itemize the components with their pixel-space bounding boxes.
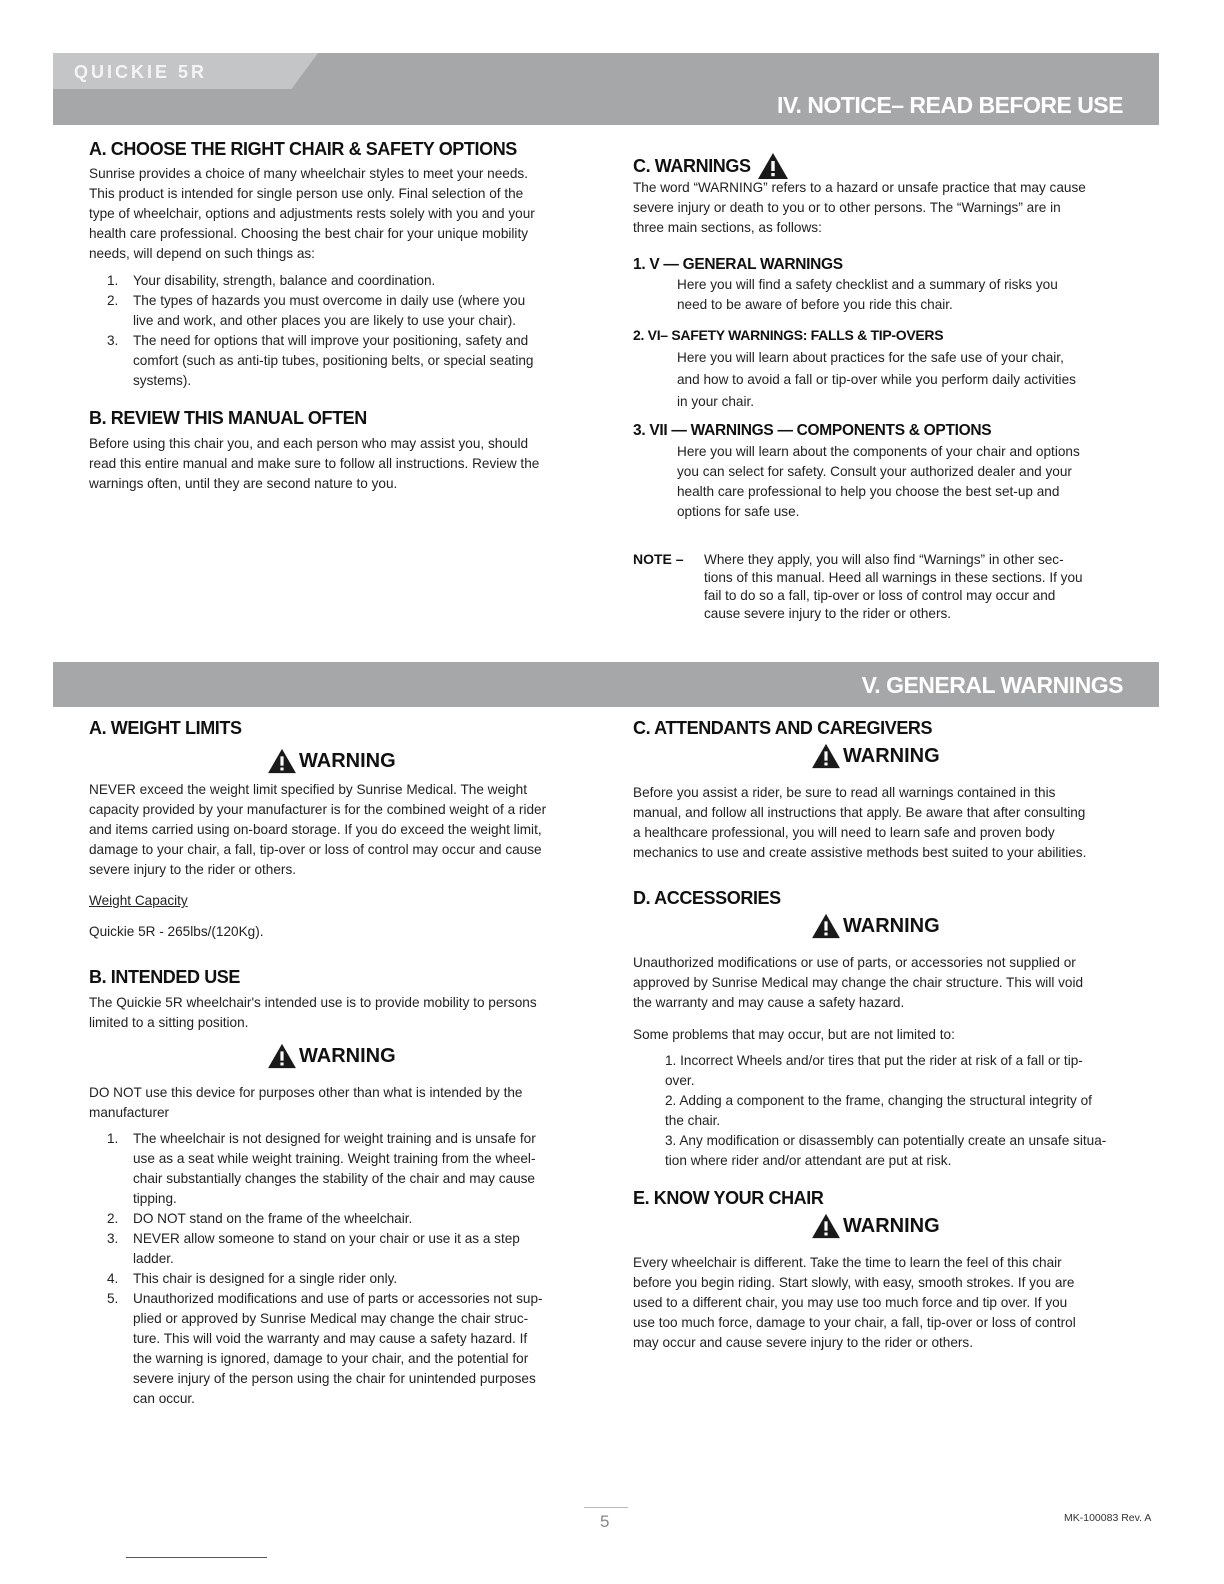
warning-label: WARNING bbox=[811, 743, 940, 769]
warning-label: WARNING bbox=[811, 1213, 940, 1239]
heading-components-options-ref: 3. VII — WARNINGS — COMPONENTS & OPTIONS bbox=[633, 422, 992, 439]
weight-limits-paragraph: NEVER exceed the weight limit specified by Sunrise Medical. The weight capacity provided by your manufacturer is for the combined weight of a rider and items carried using on-board storage. If you do exceed the weight limit, damage to your chair, a fall, tip-over or loss of control may occur and cause severe injury to the rider or others. bbox=[89, 782, 547, 877]
weight-capacity-value: Quickie 5R - 265lbs/(120Kg). bbox=[89, 924, 264, 939]
page-number: 5 bbox=[600, 1512, 610, 1531]
heading-warnings: C. WARNINGS bbox=[633, 152, 789, 180]
falls-tipovers-ref-text: Here you will learn about practices for the safe use of your chair, and how to avoid a fall or tip-over while you perform daily activities in your chair. bbox=[677, 350, 1076, 409]
note-text: Where they apply, you will also find “Warnings” in other sec- tions of this manual. Heed all warnings in these sections. If you fail to do so a fall, tip-over or loss of control may occur and cause severe injury to the rider or others. bbox=[704, 552, 1083, 621]
warning-label: WARNING bbox=[267, 1043, 396, 1069]
intended-use-warning-text: DO NOT use this device for purposes other than what is intended by the manufacturer bbox=[89, 1085, 523, 1120]
review-manual-paragraph: Before using this chair you, and each person who may assist you, should read this entire manual and make sure to follow all instructions. Review the warnings often, until they are second nature to you. bbox=[89, 436, 540, 491]
heading-accessories: D. ACCESSORIES bbox=[633, 888, 781, 908]
list-item: 2. The types of hazards you must overcome in daily use (where you live and work, and other places you are likely to use your chair). bbox=[107, 293, 526, 328]
general-warnings-ref-text: Here you will find a safety checklist and a summary of risks you need to be aware of before you ride this chair. bbox=[677, 277, 1058, 312]
list-item: 1. Incorrect Wheels and/or tires that put the rider at risk of a fall or tip- over. bbox=[665, 1053, 1083, 1088]
weight-capacity-label: Weight Capacity bbox=[89, 893, 188, 908]
warning-triangle-icon bbox=[811, 913, 841, 939]
heading-general-warnings-ref: 1. V — GENERAL WARNINGS bbox=[633, 256, 843, 273]
footer-divider bbox=[584, 1507, 628, 1508]
choose-chair-paragraph: Sunrise provides a choice of many wheelchair styles to meet your needs. This product is intended for single person use only. Final selection of the type of wheelchair, options and adjustments rests solely with you and your health care professional. Choosing the best chair for your unique mobility needs, will depend on such things as: bbox=[89, 166, 535, 261]
list-item: 5. Unauthorized modifications and use of parts or accessories not sup- plied or approved by Sunrise Medical may change the chair struc- ture. This will void the warranty and may cause a safety hazard. If the warning is ignored, damage to your chair, and the potential for severe injury of the person using the chair for unintended purposes can occur. bbox=[107, 1291, 543, 1406]
heading-weight-limits: A. WEIGHT LIMITS bbox=[89, 718, 242, 738]
warnings-intro-paragraph: The word “WARNING” refers to a hazard or unsafe practice that may cause severe injury or death to you or to other persons. The “Warnings” are in three main sections, as follows: bbox=[633, 180, 1086, 235]
heading-attendants-caregivers: C. ATTENDANTS AND CAREGIVERS bbox=[633, 718, 933, 738]
footer-rule bbox=[126, 1557, 267, 1558]
heading-know-your-chair: E. KNOW YOUR CHAIR bbox=[633, 1188, 824, 1208]
heading-choose-right-chair: A. CHOOSE THE RIGHT CHAIR & SAFETY OPTIONS bbox=[89, 139, 517, 159]
list-item: 1. Your disability, strength, balance and coordination. bbox=[107, 273, 436, 288]
choose-chair-list bbox=[89, 271, 589, 391]
document-number: MK-100083 Rev. A bbox=[1064, 1512, 1152, 1524]
warning-triangle-icon bbox=[757, 152, 789, 180]
warning-triangle-icon bbox=[267, 1043, 297, 1069]
attendants-paragraph: Before you assist a rider, be sure to read all warnings contained in this manual, and follow all instructions that apply. Be aware that after consulting a healthcare professional, you will need to learn safe and proven body mechanics to use and create assistive methods best suited to your abilities. bbox=[633, 785, 1087, 860]
accessories-list bbox=[633, 1051, 1133, 1171]
intended-use-paragraph: The Quickie 5R wheelchair's intended use is to provide mobility to persons limited to a sitting position. bbox=[89, 995, 537, 1030]
warning-triangle-icon bbox=[267, 748, 297, 774]
accessories-intro: Some problems that may occur, but are not limited to: bbox=[633, 1027, 955, 1042]
accessories-paragraph: Unauthorized modifications or use of parts, or accessories not supplied or approved by Sunrise Medical may change the chair structure. This will void the warranty and may cause a safety hazard. bbox=[633, 955, 1084, 1010]
list-item: 2. DO NOT stand on the frame of the wheelchair. bbox=[107, 1211, 413, 1226]
warning-triangle-icon bbox=[811, 1213, 841, 1239]
intended-use-list bbox=[89, 1129, 589, 1409]
list-item: 3. NEVER allow someone to stand on your chair or use it as a step ladder. bbox=[107, 1231, 520, 1266]
heading-falls-tipovers-ref: 2. VI– SAFETY WARNINGS: FALLS & TIP-OVERS bbox=[633, 327, 944, 343]
section-title-v: V. GENERAL WARNINGS bbox=[861, 672, 1123, 698]
heading-intended-use: B. INTENDED USE bbox=[89, 967, 241, 987]
list-item: 2. Adding a component to the frame, changing the structural integrity of the chair. bbox=[665, 1093, 1092, 1128]
list-item: 4. This chair is designed for a single rider only. bbox=[107, 1271, 398, 1286]
list-item: 3. Any modification or disassembly can potentially create an unsafe situa- tion where rider and/or attendant are put at risk. bbox=[665, 1133, 1107, 1168]
components-options-ref-text: Here you will learn about the components of your chair and options you can select for safety. Consult your authorized dealer and your health care professional to help you choose the best set-up and options for safe use. bbox=[677, 444, 1080, 519]
list-item: 1. The wheelchair is not designed for weight training and is unsafe for use as a seat while weight training. Weight training from the wheel- chair substantially changes the stability of the chair and may cause tipping. bbox=[107, 1131, 536, 1206]
warning-triangle-icon bbox=[811, 743, 841, 769]
section-title-iv: IV. NOTICE– READ BEFORE USE bbox=[776, 92, 1123, 118]
warning-label: WARNING bbox=[267, 748, 396, 774]
warning-label: WARNING bbox=[811, 913, 940, 939]
brand-label: QUICKIE 5R bbox=[74, 62, 208, 82]
heading-review-manual: B. REVIEW THIS MANUAL OFTEN bbox=[89, 408, 367, 428]
list-item: 3. The need for options that will improve your positioning, safety and comfort (such as anti-tip tubes, positioning belts, or special seating systems). bbox=[107, 333, 534, 388]
note-label: NOTE – bbox=[633, 551, 684, 567]
know-chair-paragraph: Every wheelchair is different. Take the time to learn the feel of this chair before you begin riding. Start slowly, with easy, smooth strokes. If you are used to a different chair, you may use too much force and tip over. If you use too much force, damage to your chair, a fall, tip-over or loss of control may occur and cause severe injury to the rider or others. bbox=[633, 1255, 1076, 1350]
